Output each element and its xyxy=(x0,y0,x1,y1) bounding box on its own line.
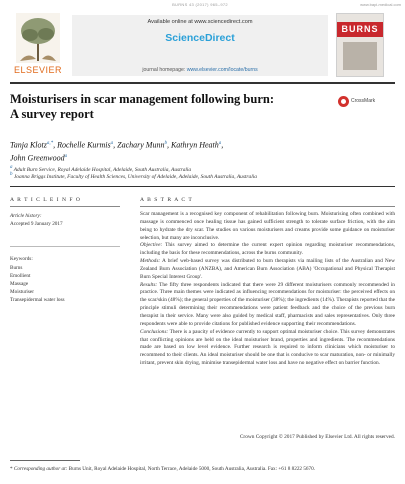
conclusions-text: There is a paucity of evidence currently to support optimal moisturiser choice. This survey demonstrates that conflicting opinions are held on the ideal moisturiser brand, properties and ingredients. The recommendations made are based on low level evidence. Further research is required to inform clinicians which moisturiser to recommend to their clients. An ideal moisturiser should be one that is conducive to scar maturation, non- or minimally irritant, prevent skin drying, minimise transepidermal water loss and have no negative effect on barrier function. xyxy=(140,328,395,367)
sciencedirect-logo[interactable]: ScienceDirect xyxy=(165,32,235,44)
corresponding-author-footnote xyxy=(10,465,400,473)
history-value: Accepted 9 January 2017 xyxy=(10,221,63,227)
title-divider xyxy=(10,186,395,187)
affiliation-text: Adult Burn Service, Royal Adelaide Hospital, Adelaide, South Australia, Australia xyxy=(13,166,192,173)
footnote-rule xyxy=(10,460,80,461)
elsevier-logo[interactable] xyxy=(10,13,66,79)
cover-image xyxy=(343,42,377,70)
homepage-link[interactable]: www.elsevier.com/locate/burns xyxy=(186,67,258,73)
abstract-body xyxy=(140,211,395,368)
journal-header-box xyxy=(72,15,328,76)
affiliation-sup: b xyxy=(10,172,13,177)
author-name[interactable]: John Greenwood xyxy=(10,153,65,163)
methods-text: A brief web-based survey was distributed to burn therapists via mailing lists of the Australian and New Zealand Burn Association (ANZBA), and American Burn Association (ABA) 'Occupational and Physical Therapist Burn Special Interest Group'. xyxy=(140,258,395,280)
article-info-heading: A R T I C L E I N F O xyxy=(10,197,81,203)
author-sup: a xyxy=(110,141,114,146)
article-info-rule xyxy=(10,206,120,207)
keywords-rule xyxy=(10,246,120,247)
title-line-2: A survey report xyxy=(10,107,94,121)
footnote-text: Burns Unit, Royal Adelaide Hospital, North Terrace, Adelaide 5000, South Australia, Australia. Fax: +61 8 8222 5670. xyxy=(68,466,315,472)
keyword[interactable]: Moisturiser xyxy=(10,289,34,295)
elsevier-tree-icon xyxy=(16,13,60,63)
objective-text: This survey aimed to determine the current expert opinion regarding moisturiser recommendations, including the basis for these recommendations, across the burns community. xyxy=(140,242,396,257)
footnote-marker: * xyxy=(10,466,13,472)
contents-line[interactable]: Available online at www.sciencedirect.com xyxy=(147,19,253,25)
keyword[interactable]: Transepidermal water loss xyxy=(10,297,65,303)
abstract-objective xyxy=(140,242,395,258)
article-title xyxy=(10,92,310,122)
author-sup: a,* xyxy=(46,141,54,146)
crossmark-icon xyxy=(338,96,349,107)
author-list: Tanja Klotz$^{a,*}$, Rochelle Kurmis$^a$, Zachary Munn$^b$, Kathryn Heath$^a$, John Greenwood$^a$ xyxy=(10,140,224,163)
cover-title: BURNS xyxy=(341,24,379,34)
history-label: Article history: xyxy=(10,213,42,219)
affiliation-b xyxy=(10,172,390,180)
keyword[interactable]: Burns xyxy=(10,265,23,271)
author-name[interactable]: Rochelle Kurmis xyxy=(57,140,111,150)
author-sup: a xyxy=(218,141,222,146)
homepage-line xyxy=(72,67,328,73)
author-sup: a xyxy=(64,153,68,159)
journal-reference: BURNS 43 (2017) 965–972 xyxy=(172,2,228,7)
abstract-intro: Scar management is a recognised key component of rehabilitation following burn. Moisturising often combined with massage is commenced once healing tissue has gained sufficient strength to tolerate surface friction, with the aim being to hydrate the dry scar. The studies on various moisturisers and creams provide some guidance on moisturiser selection, but many are inconclusive. xyxy=(140,211,395,241)
conclusions-label: Conclusions: xyxy=(140,328,169,335)
author-name[interactable]: Kathryn Heath xyxy=(170,140,219,150)
abstract-conclusions xyxy=(140,329,395,368)
objective-label: Objective: xyxy=(140,242,163,249)
keyword[interactable]: Massage xyxy=(10,281,29,287)
author-name[interactable]: Tanja Klotz xyxy=(10,140,47,150)
footnote-label: Corresponding author at: xyxy=(13,466,68,472)
crossmark-badge[interactable] xyxy=(338,96,398,110)
copyright-notice: Crown Copyright © 2017 Published by Elsevier Ltd. All rights reserved. xyxy=(239,434,395,440)
abstract-results xyxy=(140,282,395,329)
affiliation-text: Joanna Briggs Institute, Faculty of Health Sciences, University of Adelaide, Adelaide, South Australia, Australia xyxy=(13,173,257,180)
results-label: Results: xyxy=(140,281,158,288)
title-line-1: Moisturisers in scar management following burn: xyxy=(10,92,274,106)
crossmark-label: CrossMark xyxy=(351,98,376,104)
journal-cover[interactable] xyxy=(336,13,384,77)
affiliation-sup: a xyxy=(10,165,13,170)
results-text: The fifty three respondents indicated that there were 29 different moisturisers commonly recommended in practice. Three main themes were indicated as influencing recommendations for moisturiser: the perceived effects on the scar/skin (48%); the general properties of the moisturiser (38%); the ingredients (14%). Therapists reported that the principle stimuli determining their recommendations were patient feedback and the choice of the previous burn therapist in their service. Many were also guided by medical staff, pharmacists and sales representatives. Only three respondents were able to provide citations for published evidence supporting their recommendations. xyxy=(140,281,395,327)
keyword[interactable]: Emollient xyxy=(10,273,31,279)
author-name[interactable]: Zachary Munn xyxy=(117,140,165,150)
keywords-label: Keywords: xyxy=(10,256,33,262)
author-sup: b xyxy=(164,141,167,146)
abstract-methods xyxy=(140,258,395,282)
header-divider xyxy=(10,82,395,84)
homepage-label: journal homepage: xyxy=(142,67,186,73)
site-link[interactable]: www.bapi-medical.com xyxy=(360,2,401,7)
methods-label: Methods: xyxy=(140,258,161,265)
elsevier-wordmark: ELSEVIER xyxy=(13,65,63,75)
abstract-heading: A B S T R A C T xyxy=(140,197,193,203)
abstract-rule xyxy=(140,206,395,207)
